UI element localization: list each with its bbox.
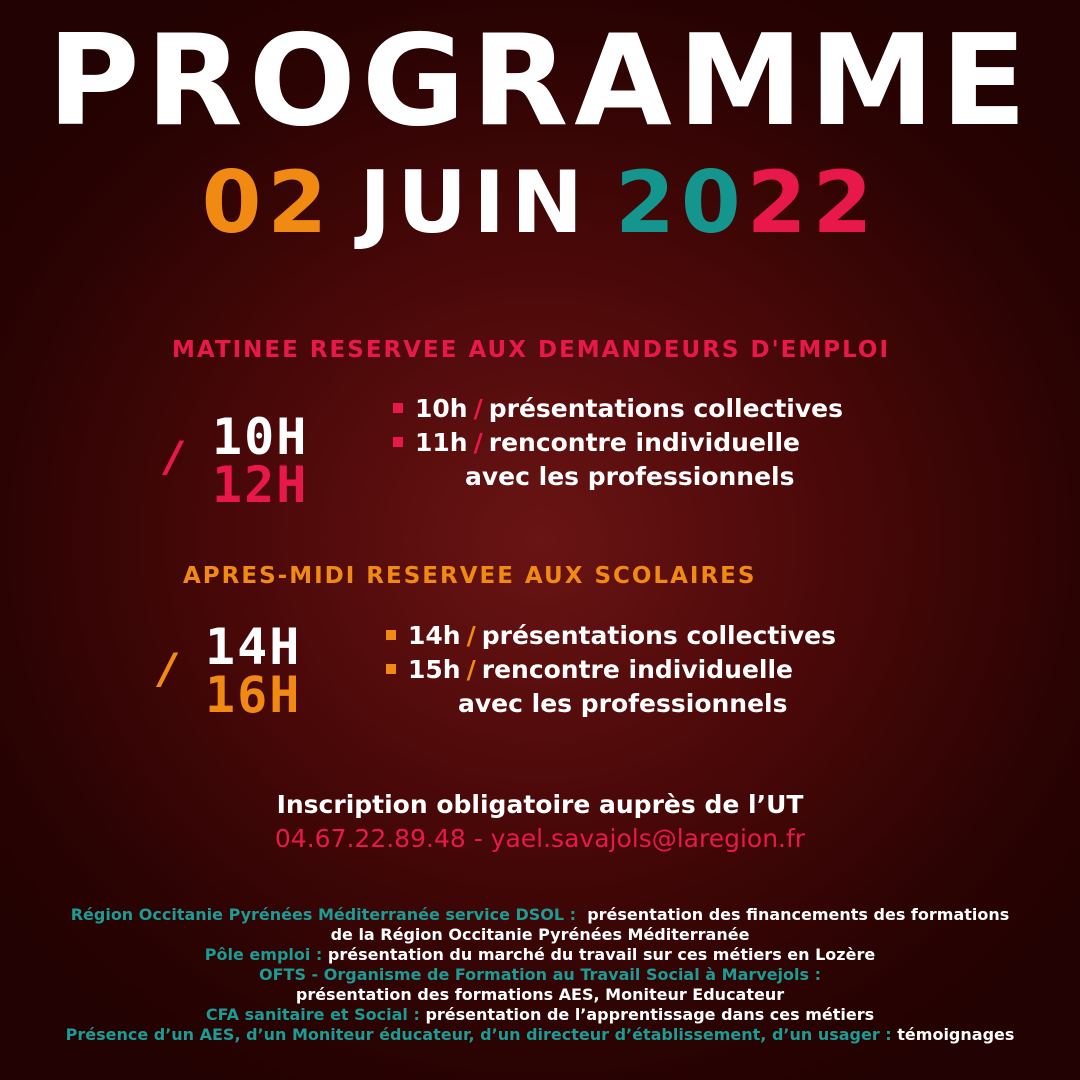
square-bullet-icon <box>393 403 403 413</box>
list-item <box>393 426 843 460</box>
partner-desc: témoignages <box>897 1025 1015 1044</box>
item-text: rencontre individuelle <box>481 655 793 684</box>
event-date <box>0 153 1080 253</box>
date-year-second: 22 <box>746 153 879 253</box>
item-text: rencontre individuelle <box>488 428 800 457</box>
item-separator: / <box>466 621 476 650</box>
item-separator: / <box>466 655 476 684</box>
partner-name: CFA sanitaire et Social : <box>205 1005 420 1024</box>
partner-desc: présentation des formations AES, Moniteur Educateur <box>295 985 785 1004</box>
partner-desc: de la Région Occitanie Pyrénées Méditerranée <box>330 925 750 944</box>
afternoon-start-time: 14H <box>205 618 302 676</box>
partner-line <box>20 1005 1060 1025</box>
item-time: 10h <box>415 394 468 423</box>
partner-name: Pôle emploi : <box>204 945 323 964</box>
contact-info: 04.67.22.89.48 - yael.savajols@laregion.fr <box>274 824 806 853</box>
afternoon-schedule <box>386 619 836 721</box>
list-item <box>393 392 843 426</box>
square-bullet-icon <box>386 664 396 674</box>
inscription-text: Inscription obligatoire auprès de l’UT <box>276 790 804 819</box>
afternoon-slash: / <box>160 644 176 693</box>
item-continuation: avec les professionnels <box>458 689 788 718</box>
item-time: 14h <box>408 621 461 650</box>
item-time: 11h <box>415 428 468 457</box>
item-text: présentations collectives <box>488 394 844 423</box>
list-item <box>386 653 836 687</box>
item-continuation: avec les professionnels <box>465 462 795 491</box>
partner-line <box>20 925 1060 945</box>
partner-desc: présentation de l’apprentissage dans ces métiers <box>425 1005 875 1024</box>
partner-line <box>20 965 1060 985</box>
morning-heading: MATINEE RESERVEE AUX DEMANDEURS D'EMPLOI <box>172 337 891 363</box>
item-separator: / <box>473 428 483 457</box>
partner-line <box>20 905 1060 925</box>
partner-name: Présence d’un AES, d’un Moniteur éducateur, d’un directeur d’établissement, d’un usager : <box>65 1025 892 1044</box>
item-time: 15h <box>408 655 461 684</box>
morning-schedule <box>393 392 843 494</box>
list-item <box>386 619 836 653</box>
partner-name: OFTS - Organisme de Formation au Travail Social à Marvejols : <box>259 965 821 984</box>
afternoon-end-time: 16H <box>205 666 302 724</box>
partner-line <box>20 1025 1060 1045</box>
square-bullet-icon <box>386 630 396 640</box>
date-day: 02 <box>201 153 334 253</box>
partner-name: Région Occitanie Pyrénées Méditerranée service DSOL : <box>70 905 577 924</box>
date-year-first: 20 <box>615 153 747 253</box>
item-text: présentations collectives <box>481 621 837 650</box>
morning-start-time: 10H <box>212 408 309 466</box>
morning-slash: / <box>166 432 182 481</box>
inscription-block <box>0 788 1080 856</box>
date-month: JUIN <box>359 153 590 253</box>
item-separator: / <box>473 394 483 423</box>
afternoon-heading: APRES-MIDI RESERVEE AUX SCOLAIRES <box>183 563 757 589</box>
partner-line <box>20 945 1060 965</box>
morning-end-time: 12H <box>212 456 309 514</box>
partner-desc: présentation des financements des formations <box>587 905 1010 924</box>
page-title: PROGRAMME <box>47 7 1033 154</box>
partner-desc: présentation du marché du travail sur ces métiers en Lozère <box>327 945 876 964</box>
partners-list <box>20 905 1060 1045</box>
partner-line <box>20 985 1060 1005</box>
square-bullet-icon <box>393 437 403 447</box>
